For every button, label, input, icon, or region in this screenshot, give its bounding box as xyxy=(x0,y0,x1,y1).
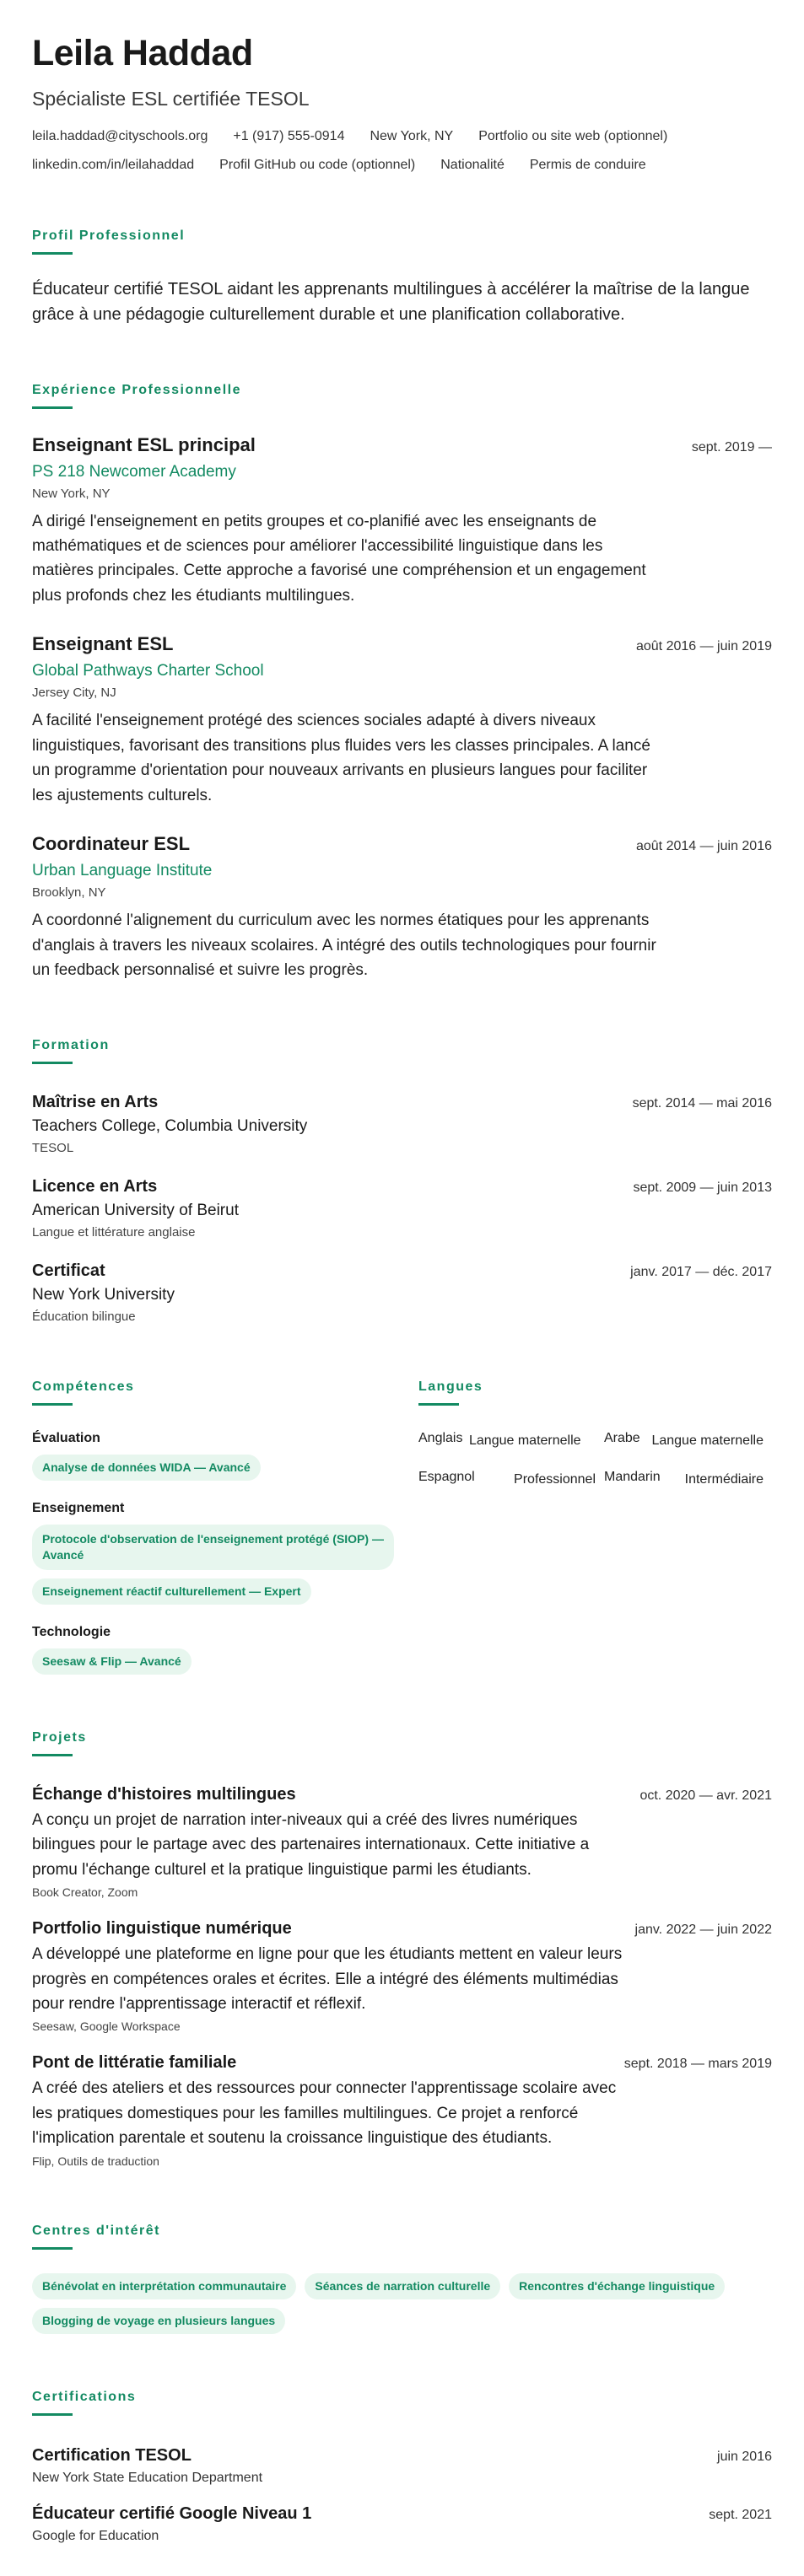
section-title: Profil Professionnel xyxy=(32,228,186,243)
degree: Certificat xyxy=(32,1261,105,1281)
employer: PS 218 Newcomer Academy xyxy=(32,462,236,481)
section-divider xyxy=(32,1754,73,1756)
project-dates: oct. 2020 — avr. 2021 xyxy=(639,1788,772,1803)
section-divider xyxy=(32,252,73,255)
skill-group xyxy=(32,1431,418,1481)
education-dates: janv. 2017 — déc. 2017 xyxy=(630,1265,772,1280)
project-description: A conçu un projet de narration inter-niveaux qui a créé des livres numériques bilingues pour le partage avec des partenaires internationaux. Cette initiative a promu l'échange culturel et la pratique linguistique parmi les étudiants. xyxy=(32,1810,590,1879)
interest-chip: Bénévolat en interprétation communautaire xyxy=(32,2273,296,2299)
skills-section xyxy=(32,1379,418,1674)
section-divider xyxy=(418,1403,459,1406)
section-title: Langues xyxy=(418,1379,483,1395)
education-entry xyxy=(32,1177,772,1240)
interest-list xyxy=(32,2273,772,2334)
project-dates: janv. 2022 — juin 2022 xyxy=(634,1923,772,1938)
language-level: Langue maternelle xyxy=(651,1433,764,1449)
contact-phone[interactable]: +1 (917) 555-0914 xyxy=(233,128,345,143)
field-of-study: Éducation bilingue xyxy=(32,1310,136,1325)
certification-date: juin 2016 xyxy=(717,2449,772,2464)
employer: Urban Language Institute xyxy=(32,862,213,880)
languages-section xyxy=(418,1379,772,1674)
project-entry xyxy=(32,1919,772,2033)
profile-section xyxy=(32,229,772,327)
project-description: A développé une plateforme en ligne pour que les étudiants mettent en valeur leurs progrès en compétences orales et écrites. Elle a intégré des éléments multimédias pour rendre l'apprentissage interactif et réflexif. xyxy=(32,1945,623,2014)
language-list xyxy=(418,1431,772,1488)
experience-entry xyxy=(32,434,772,609)
skill-chip: Protocole d'observation de l'enseignement protégé (SIOP) — Avancé xyxy=(32,1525,394,1570)
project-title: Échange d'histoires multilingues xyxy=(32,1784,296,1804)
job-dates: août 2014 — juin 2016 xyxy=(635,839,772,854)
certification-entry xyxy=(32,2504,772,2544)
job-location: Jersey City, NJ xyxy=(32,686,116,701)
certification-issuer: New York State Education Department xyxy=(32,2470,263,2485)
candidate-name: Leila Haddad xyxy=(32,33,253,73)
interest-chip: Blogging de voyage en plusieurs langues xyxy=(32,2308,285,2334)
skills-languages-row xyxy=(32,1379,772,1674)
contact-github[interactable]: Profil GitHub ou code (optionnel) xyxy=(219,157,416,172)
experience-entry xyxy=(32,633,772,808)
project-tools: Flip, Outils de traduction xyxy=(32,2154,159,2168)
section-divider xyxy=(32,1403,73,1406)
contact-portfolio[interactable]: Portfolio ou site web (optionnel) xyxy=(478,128,668,143)
education-entry xyxy=(32,1261,772,1324)
section-divider xyxy=(32,2247,73,2250)
section-divider xyxy=(32,406,73,409)
job-title: Enseignant ESL principal xyxy=(32,433,256,455)
certification-date: sept. 2021 xyxy=(709,2507,772,2522)
candidate-title: Spécialiste ESL certifiée TESOL xyxy=(32,87,310,110)
job-dates: sept. 2019 — xyxy=(691,439,772,454)
certifications-section xyxy=(32,2390,772,2544)
section-title: Compétences xyxy=(32,1379,135,1395)
interest-chip: Séances de narration culturelle xyxy=(305,2273,500,2299)
language-name: Arabe xyxy=(604,1431,640,1446)
interests-section xyxy=(32,2224,772,2334)
contact-license: Permis de conduire xyxy=(529,157,646,172)
contact-linkedin[interactable]: linkedin.com/in/leilahaddad xyxy=(32,157,195,172)
project-title: Pont de littératie familiale xyxy=(32,2053,237,2073)
field-of-study: Langue et littérature anglaise xyxy=(32,1225,196,1240)
section-title: Expérience Professionnelle xyxy=(32,382,241,397)
language-name: Anglais xyxy=(418,1431,463,1446)
contact-nationality: Nationalité xyxy=(440,157,505,172)
project-description: A créé des ateliers et des ressources pour connecter l'apprentissage scolaire avec les pratiques domestiques pour les familles multilingues. Ce projet a renforcé l'implication parentale et soutenu la croissance linguistique des étudiants. xyxy=(32,2079,617,2148)
project-title: Portfolio linguistique numérique xyxy=(32,1919,292,1939)
school: New York University xyxy=(32,1286,175,1304)
project-entry xyxy=(32,1785,772,1899)
experience-entry xyxy=(32,833,772,982)
project-tools: Book Creator, Zoom xyxy=(32,1885,138,1900)
skill-group xyxy=(32,1501,418,1605)
degree: Licence en Arts xyxy=(32,1177,158,1197)
job-description: A facilité l'enseignement protégé des sciences sociales adapté à divers niveaux linguistiques, favorisant des transitions plus fluides vers les classes principales. A lancé un programme d'orientation pour nouveaux arrivants en plusieurs langues pour faciliter les ajustements culturels. xyxy=(32,712,650,804)
experience-section xyxy=(32,383,772,983)
education-dates: sept. 2014 — mai 2016 xyxy=(632,1096,772,1111)
employer: Global Pathways Charter School xyxy=(32,662,264,680)
certification-title: Certification TESOL xyxy=(32,2445,192,2465)
job-dates: août 2016 — juin 2019 xyxy=(635,639,772,654)
job-title: Enseignant ESL xyxy=(32,633,174,655)
section-divider xyxy=(32,1062,73,1064)
certification-title: Éducateur certifié Google Niveau 1 xyxy=(32,2503,312,2523)
certification-issuer: Google for Education xyxy=(32,2528,159,2543)
language-name: Mandarin xyxy=(604,1469,661,1484)
projects-section xyxy=(32,1730,772,2168)
contact-email[interactable]: leila.haddad@cityschools.org xyxy=(32,128,208,143)
education-entry xyxy=(32,1093,772,1155)
section-title: Centres d'intérêt xyxy=(32,2223,160,2238)
job-title: Coordinateur ESL xyxy=(32,833,191,855)
contact-location: New York, NY xyxy=(370,128,454,143)
school: American University of Beirut xyxy=(32,1202,239,1220)
skill-chip: Analyse de données WIDA — Avancé xyxy=(32,1455,261,1481)
section-title: Formation xyxy=(32,1038,110,1053)
skill-category: Enseignement xyxy=(32,1501,125,1516)
job-location: New York, NY xyxy=(32,486,111,501)
interest-chip: Rencontres d'échange linguistique xyxy=(509,2273,725,2299)
job-location: Brooklyn, NY xyxy=(32,885,106,901)
profile-summary: Éducateur certifié TESOL aidant les apprenants multilingues à accélérer la maîtrise de la langue grâce à une pédagogie culturellement durable et une planification collaborative. xyxy=(32,279,750,324)
section-divider xyxy=(32,2413,73,2416)
language-level: Intermédiaire xyxy=(684,1471,764,1487)
section-title: Projets xyxy=(32,1729,87,1745)
contact-list xyxy=(32,129,772,173)
language-level: Langue maternelle xyxy=(469,1433,581,1449)
job-description: A coordonné l'alignement du curriculum avec les normes étatiques pour les apprenants d'anglais à travers les niveaux scolaires. A intégré des outils technologiques pour fournir un feedback personnalisé et suivre les progrès. xyxy=(32,912,656,979)
section-title: Certifications xyxy=(32,2389,137,2404)
school: Teachers College, Columbia University xyxy=(32,1117,308,1136)
skill-category: Technologie xyxy=(32,1624,111,1639)
project-dates: sept. 2018 — mars 2019 xyxy=(623,2057,772,2072)
skill-group xyxy=(32,1625,418,1675)
field-of-study: TESOL xyxy=(32,1141,74,1156)
degree: Maîtrise en Arts xyxy=(32,1093,159,1112)
skill-chip: Seesaw & Flip — Avancé xyxy=(32,1648,192,1675)
project-entry xyxy=(32,2053,772,2167)
certification-entry xyxy=(32,2446,772,2486)
project-tools: Seesaw, Google Workspace xyxy=(32,2019,181,2034)
education-dates: sept. 2009 — juin 2013 xyxy=(633,1180,772,1196)
language-name: Espagnol xyxy=(418,1469,475,1484)
skill-chip: Enseignement réactif culturellement — Expert xyxy=(32,1578,311,1605)
education-section xyxy=(32,1038,772,1324)
language-level: Professionnel xyxy=(514,1471,596,1487)
job-description: A dirigé l'enseignement en petits groupes et co-planifié avec les enseignants de mathématiques et de sciences pour améliorer l'accessibilité linguistique dans les matières principales. Cette approche a favorisé une compréhension et un engagement plus profonds chez les étudiants multilingues. xyxy=(32,512,646,605)
skill-category: Évaluation xyxy=(32,1431,100,1446)
